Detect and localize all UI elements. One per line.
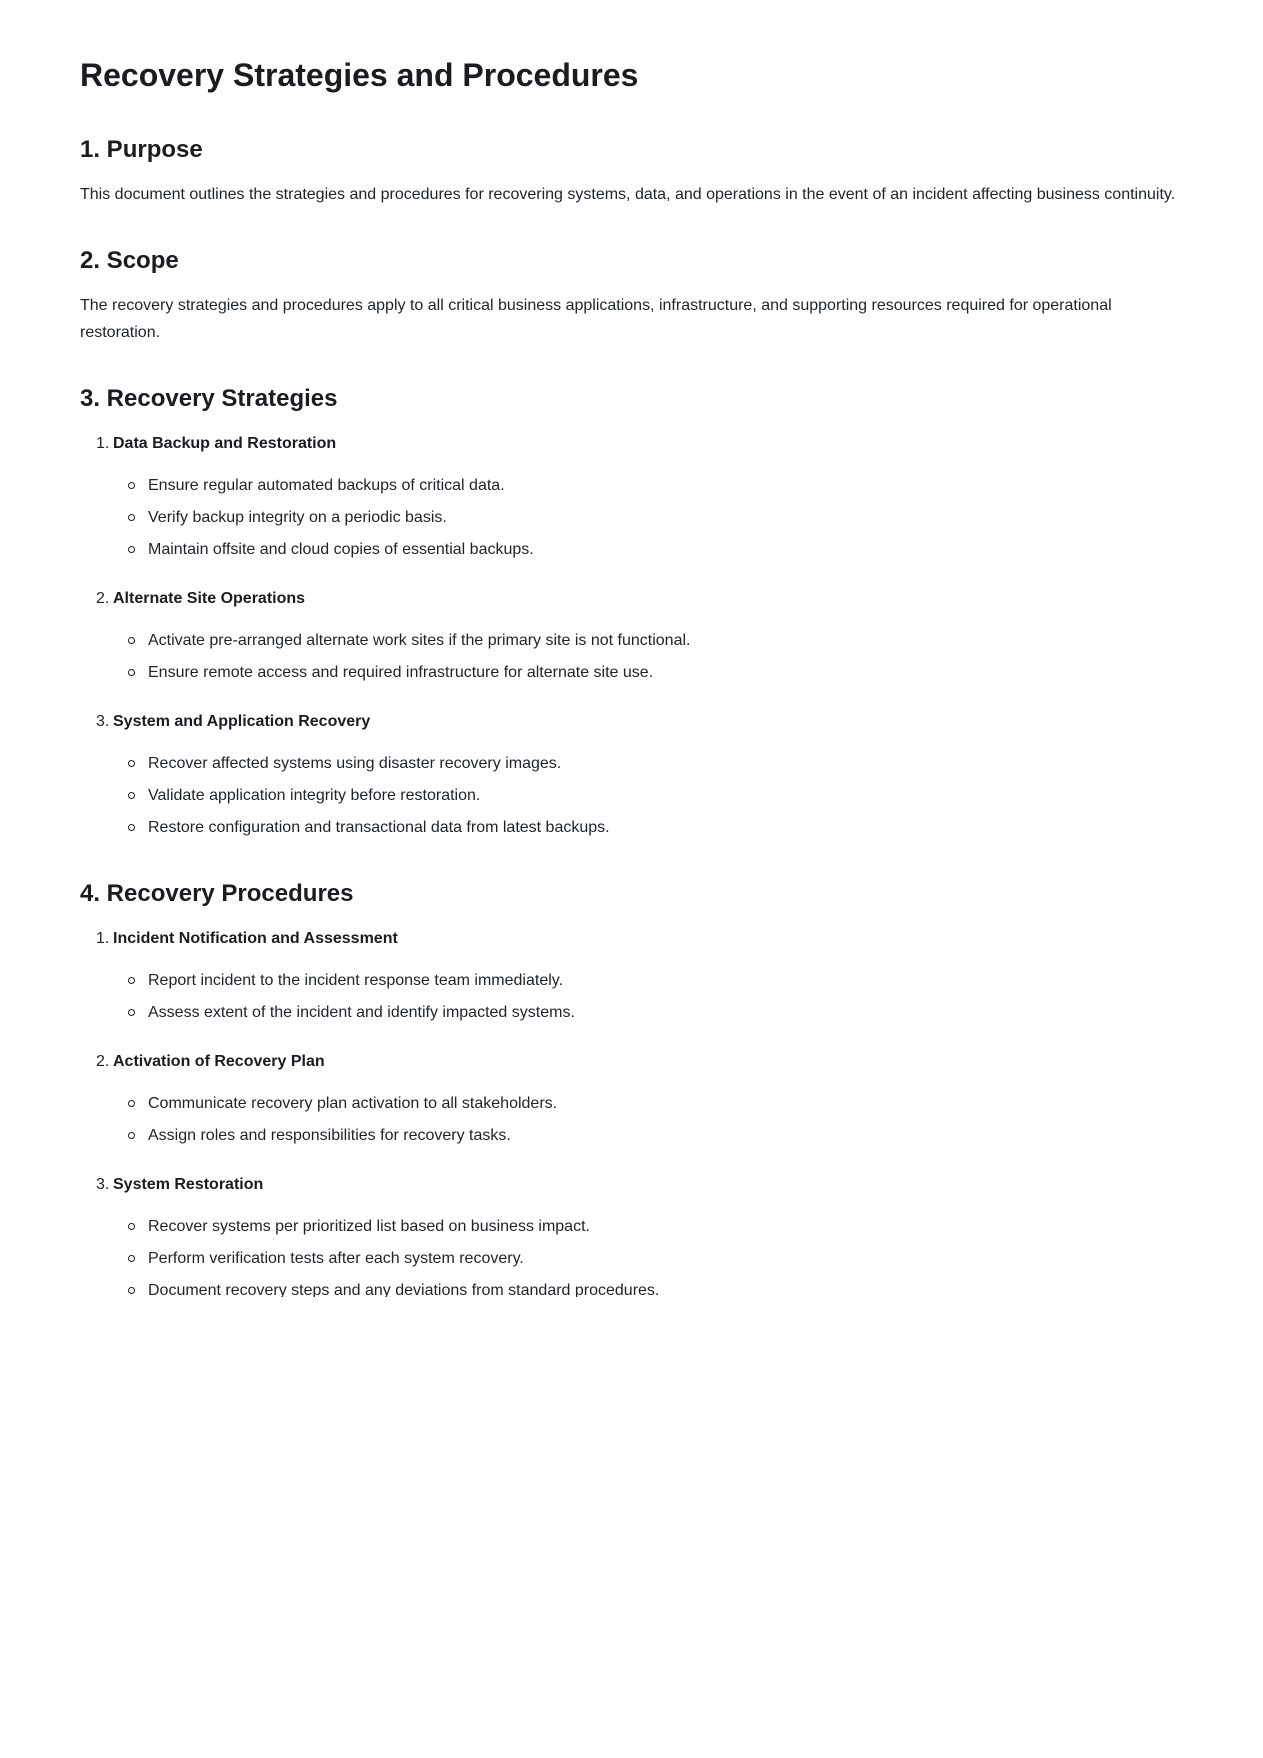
bullet-item [113,1122,1183,1149]
numbered-item-marker: 1. [96,930,110,947]
bullet-text: Recover systems per prioritized list based on business impact. [148,1218,590,1235]
paragraph-line: The recovery strategies and procedures apply to all critical business applications, infrastructure, and supporting resources required for operational [80,297,1112,314]
numbered-item-title: System and Application Recovery [113,713,371,730]
bullet-item [113,472,1183,499]
numbered-item-marker: 2. [96,590,110,607]
circle-bullet-icon [128,1287,135,1294]
bullet-item [113,1245,1183,1272]
bullet-item [113,750,1183,777]
bullet-text: Maintain offsite and cloud copies of essential backups. [148,541,534,558]
circle-bullet-icon [128,760,135,767]
bullet-text: Communicate recovery plan activation to all stakeholders. [148,1095,558,1112]
paragraph-line: restoration. [80,324,161,341]
circle-bullet-icon [128,1255,135,1262]
circle-bullet-icon [128,977,135,984]
circle-bullet-icon [128,637,135,644]
recovery-procedures-list [80,925,1183,1297]
bullet-item [113,1277,1183,1297]
numbered-item-title: System Restoration [113,1176,264,1193]
document-title: Recovery Strategies and Procedures [80,57,639,93]
bullet-text: Verify backup integrity on a periodic basis. [148,509,447,526]
bullet-item [113,659,1183,686]
bullet-item [113,1213,1183,1240]
bullet-list [113,750,1183,841]
section-heading-recovery-procedures: 4. Recovery Procedures [80,880,354,907]
bullet-text: Recover affected systems using disaster recovery images. [148,755,562,772]
numbered-item-title: Activation of Recovery Plan [113,1053,325,1070]
bullet-list [113,1090,1183,1149]
bullet-text: Ensure regular automated backups of critical data. [148,477,505,494]
scope-paragraph [80,292,1183,346]
numbered-item [80,585,1183,686]
bullet-list [113,627,1183,686]
section-heading-scope: 2. Scope [80,247,179,274]
bullet-item [113,782,1183,809]
numbered-item-marker: 3. [96,1176,110,1193]
bullet-text: Ensure remote access and required infrastructure for alternate site use. [148,664,654,681]
bullet-text: Document recovery steps and any deviations from standard procedures. [148,1282,660,1297]
bullet-text: Perform verification tests after each system recovery. [148,1250,524,1267]
numbered-item-title: Alternate Site Operations [113,590,306,607]
bullet-item [113,536,1183,563]
bullet-item [113,504,1183,531]
circle-bullet-icon [128,482,135,489]
circle-bullet-icon [128,669,135,676]
circle-bullet-icon [128,514,135,521]
bullet-text: Restore configuration and transactional data from latest backups. [148,819,610,836]
circle-bullet-icon [128,1223,135,1230]
bullet-list [113,472,1183,563]
numbered-item-title: Data Backup and Restoration [113,435,337,452]
bullet-item [113,1090,1183,1117]
bullet-item [113,627,1183,654]
numbered-item-marker: 1. [96,435,110,452]
circle-bullet-icon [128,1100,135,1107]
numbered-item-marker: 3. [96,713,110,730]
bullet-text: Assign roles and responsibilities for recovery tasks. [148,1127,511,1144]
circle-bullet-icon [128,824,135,831]
paragraph-line: This document outlines the strategies and procedures for recovering systems, data, and operations in the event of an incident affecting business continuity. [80,186,1176,203]
section-heading-purpose: 1. Purpose [80,136,203,163]
recovery-strategies-list [80,430,1183,841]
bullet-text: Assess extent of the incident and identify impacted systems. [148,1004,575,1021]
bullet-item [113,814,1183,841]
bullet-list [113,1213,1183,1297]
bullet-item [113,999,1183,1026]
circle-bullet-icon [128,1132,135,1139]
numbered-item-title: Incident Notification and Assessment [113,930,398,947]
numbered-item [80,1171,1183,1297]
bullet-list [113,967,1183,1026]
numbered-item [80,1048,1183,1149]
numbered-item [80,925,1183,1026]
circle-bullet-icon [128,792,135,799]
purpose-paragraph [80,181,1183,208]
section-heading-recovery-strategies: 3. Recovery Strategies [80,385,338,412]
circle-bullet-icon [128,1009,135,1016]
bullet-text: Validate application integrity before restoration. [148,787,481,804]
bullet-text: Report incident to the incident response team immediately. [148,972,564,989]
bullet-text: Activate pre-arranged alternate work sites if the primary site is not functional. [148,632,691,649]
numbered-item [80,430,1183,563]
circle-bullet-icon [128,546,135,553]
numbered-item [80,708,1183,841]
numbered-item-marker: 2. [96,1053,110,1070]
bullet-item [113,967,1183,994]
